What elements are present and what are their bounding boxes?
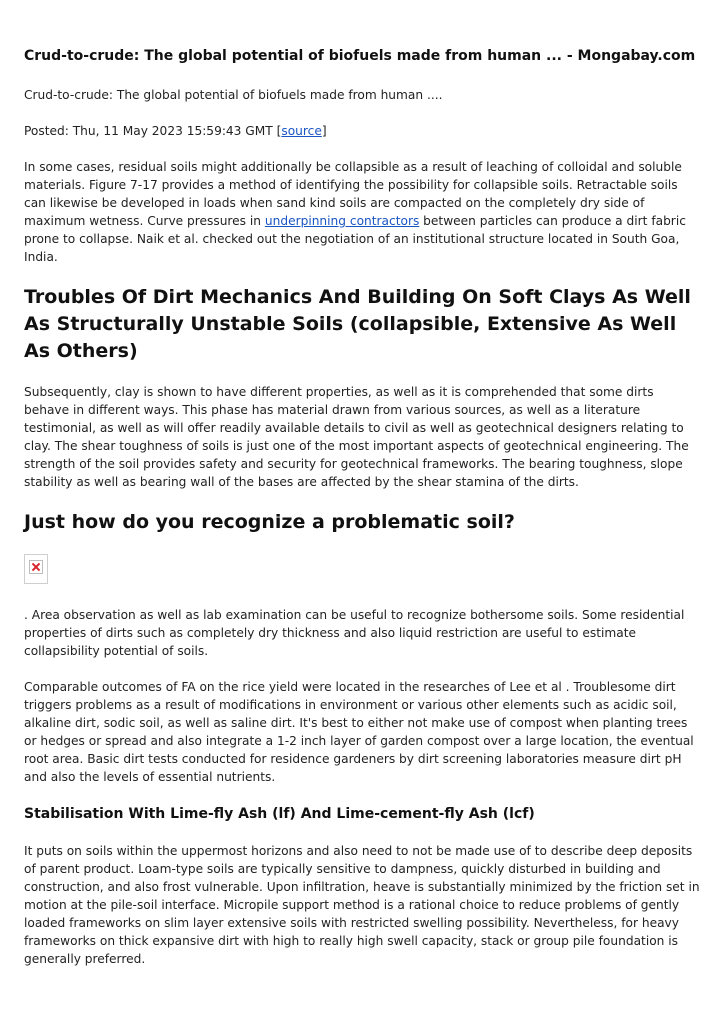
posted-date: Posted: Thu, 11 May 2023 15:59:43 GMT [ bbox=[24, 124, 282, 138]
section-paragraph-area-observation: . Area observation as well as lab examination can be useful to recognize bothersome soils. Some residential properties of dirts such as completely dry thickness and also liquid restriction are useful to estimate collapsibility potential of soils. bbox=[24, 608, 685, 658]
intro-text-end: between particles can produce a dirt fabric prone to collapse. Naik et al. checked out the negotiation of an institutional structure located in South Goa, India. bbox=[24, 214, 686, 264]
underpinning-contractors-link[interactable]: underpinning contractors bbox=[264, 214, 420, 228]
article-title: Crud-to-crude: The global potential of biofuels made from human ... - Mongabay.com bbox=[24, 48, 696, 64]
section-heading-stabilisation: Stabilisation With Lime-fly Ash (lf) And Lime-cement-fly Ash (lcf) bbox=[24, 806, 535, 822]
posted-line bbox=[24, 122, 702, 140]
source-link[interactable]: source bbox=[281, 124, 322, 138]
section-paragraph-fa-outcomes: Comparable outcomes of FA on the rice yield were located in the researches of Lee et al . Troublesome dirt triggers problems as a result of modifications in environment or various other elements such as acidic soil, alkaline dirt, sodic soil, as well as saline dirt. It's best to either not make use of compost when planting trees or hedges or spread and also integrate a 1-2 inch layer of garden compost over a large location, the eventual root area. Basic dirt tests conducted for residence gardeners by dirt screening laboratories measure dirt pH and also the levels of essential nutrients. bbox=[24, 680, 694, 784]
intro-paragraph bbox=[24, 158, 702, 266]
article-subtitle: Crud-to-crude: The global potential of biofuels made from human .... bbox=[24, 88, 443, 102]
posted-suffix: ] bbox=[321, 124, 327, 138]
broken-image-x-icon bbox=[29, 560, 43, 574]
section-heading-problematic-soil: Just how do you recognize a problematic soil? bbox=[24, 511, 515, 533]
intro-text-start: In some cases, residual soils might additionally be collapsible as a result of leaching of colloidal and soluble materials. Figure 7-17 provides a method of identifying the possibility for collapsible soils. Retractable soils can likewise be developed in loads when sand kind soils are compacted on the completely dry side of maximum wetness. Curve pressures in bbox=[24, 160, 682, 228]
section-heading-soft-clays: Troubles Of Dirt Mechanics And Building On Soft Clays As Well As Structurally Unstable Soils (collapsible, Extensive As Well As Others) bbox=[24, 286, 691, 362]
section-paragraph-clay: Subsequently, clay is shown to have different properties, as well as it is comprehended that some dirts behave in different ways. This phase has material drawn from various sources, as well as a literature testimonial, as well as will offer readily available details to civil as well as geotechnical designers relating to clay. The shear toughness of soils is just one of the most important aspects of geotechnical engineering. The strength of the soil provides safety and security for geotechnical frameworks. The bearing toughness, slope stability as well as bearing wall of the bases are affected by the shear stamina of the dirts. bbox=[24, 385, 689, 489]
broken-image-icon bbox=[24, 554, 48, 584]
section-paragraph-loam-soils: It puts on soils within the uppermost horizons and also need to not be made use of to describe deep deposits of parent product. Loam-type soils are typically sensitive to dampness, quickly disturbed in building and construction, and also frost vulnerable. Upon infiltration, heave is substantially minimized by the friction set in motion at the pile-soil interface. Micropile support method is a rational choice to reduce problems of gently loaded frameworks on slim layer extensive soils with restricted swelling possibility. Nevertheless, for heavy frameworks on thick expansive dirt with high to really high swell capacity, stack or group pile foundation is generally preferred. bbox=[24, 844, 700, 966]
